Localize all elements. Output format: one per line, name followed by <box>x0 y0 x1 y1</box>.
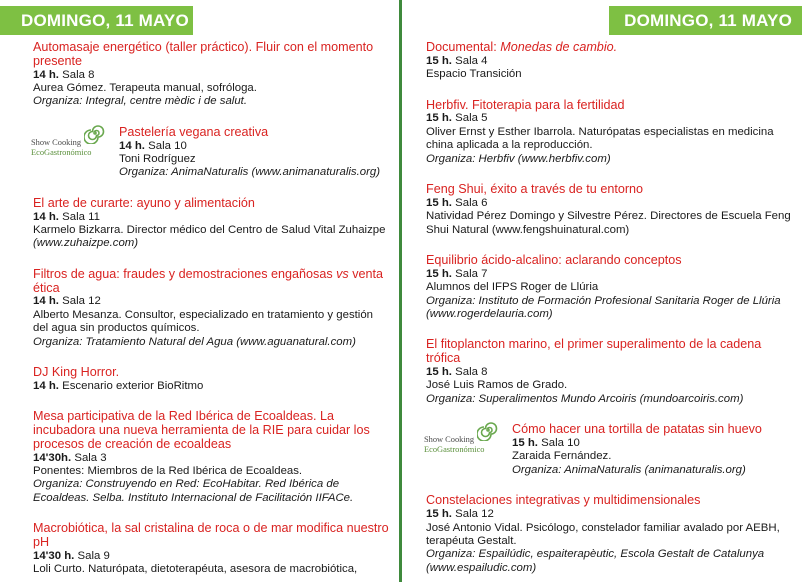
event-organizer: Organiza: Herbfiv (www.herbfiv.com) <box>426 152 611 165</box>
event-title: Pastelería vegana creativa <box>119 124 269 139</box>
event-item <box>33 126 389 180</box>
event-speaker: Oliver Ernst y Esther Ibarrola. Naturópatas especialistas en medicina china aplicada a la reproducción. <box>426 125 774 152</box>
event-title: Automasaje energético (taller práctico). Fluir con el momento presente <box>33 40 374 68</box>
event-speaker: José Luis Ramos de Grado. <box>426 379 568 392</box>
event-title: Documental: Monedas de cambio. <box>426 40 618 54</box>
event-title: Herbfiv. Fitoterapia para la fertilidad <box>426 97 625 112</box>
event-time: 14 h. <box>33 295 59 308</box>
event-organizer: Organiza: AnimaNaturalis (www.animanaturalis.org) <box>119 166 381 179</box>
spiral-icon <box>84 122 106 144</box>
event-time: 15 h. <box>426 196 452 209</box>
event-speaker: Loli Curto. Naturópata, dietoterapéuta, asesora de macrobiótica, <box>33 563 358 576</box>
event-room: Sala 11 <box>62 210 100 223</box>
event-time: 14'30h. <box>33 451 72 464</box>
event-item <box>426 99 794 166</box>
event-room: Sala 12 <box>62 295 101 308</box>
event-organizer: Organiza: AnimaNaturalis (animanaturalis.org) <box>512 463 746 476</box>
event-title: DJ King Horror. <box>33 365 120 380</box>
event-time: 14 h. <box>33 68 59 81</box>
event-item <box>33 410 389 505</box>
event-room: Sala 12 <box>455 508 494 521</box>
right-page <box>405 0 802 582</box>
event-item <box>33 522 389 576</box>
event-item <box>426 41 794 82</box>
event-item <box>33 366 389 393</box>
event-room: Sala 9 <box>77 549 110 562</box>
show-cooking-logo: Show Cooking EcoGastronómico <box>424 419 504 459</box>
event-speaker: Aurea Gómez. Terapeuta manual, sofróloga. <box>33 82 257 94</box>
event-item <box>426 423 794 477</box>
event-speaker: Karmelo Bizkarra. Director médico del Centro de Salud Vital Zuhaizpe <box>33 224 386 237</box>
event-speaker: Zaraida Fernández. <box>512 450 612 463</box>
event-organizer: Organiza: Tratamiento Natural del Agua (www.aguanatural.com) <box>33 335 356 348</box>
event-time: 15 h. <box>426 366 452 379</box>
event-speaker: Alumnos del IFPS Roger de Llúria <box>426 281 599 294</box>
event-item <box>33 41 389 109</box>
page-divider <box>399 0 402 582</box>
event-title: Filtros de agua: fraudes y demostraciones engañosas vs venta ética <box>33 266 384 295</box>
day-header: DOMINGO, 11 MAYO <box>0 6 193 35</box>
event-room: Sala 4 <box>455 54 488 67</box>
event-list <box>33 41 389 582</box>
event-speaker: Ponentes: Miembros de la Red Ibérica de Ecoaldeas. <box>33 465 303 478</box>
event-room: Escenario exterior BioRitmo <box>62 379 204 392</box>
event-item <box>33 268 389 349</box>
event-title: El arte de curarte: ayuno y alimentación <box>33 195 255 210</box>
event-room: Sala 8 <box>455 366 488 379</box>
event-title: El fitoplancton marino, el primer superalimento de la cadena trófica <box>426 337 762 366</box>
event-item <box>426 254 794 321</box>
event-speaker: Espacio Transición <box>426 68 522 81</box>
event-title: Cómo hacer una tortilla de patatas sin huevo <box>512 422 762 437</box>
event-time: 15 h. <box>512 437 538 450</box>
event-speaker: Natividad Pérez Domingo y Silvestre Pérez. Directores de Escuela Feng Shui Natural (www.fengshuinatural.com) <box>426 210 791 236</box>
show-cooking-logo: Show Cooking EcoGastronómico <box>31 122 111 162</box>
event-time: 15 h. <box>426 267 452 280</box>
event-speaker: Toni Rodríguez <box>119 153 196 166</box>
event-organizer: Organiza: Construyendo en Red: EcoHabitar. Red Ibérica de Ecoaldeas. Selba. Instituto Internacional de Facilitación IIFACe. <box>33 478 354 504</box>
event-organizer: Organiza: Espailúdic, espaiterapèutic, Escola Gestalt de Catalunya (www.espailudic.com) <box>426 548 765 574</box>
event-item <box>33 197 389 251</box>
spiral-icon <box>477 419 499 441</box>
event-time: 15 h. <box>426 112 452 125</box>
event-title: Constelaciones integrativas y multidimensionales <box>426 493 701 508</box>
event-time: 14 h. <box>33 210 59 223</box>
event-item <box>426 338 794 406</box>
event-room: Sala 7 <box>455 267 488 280</box>
event-time: 14'30 h. <box>33 549 75 562</box>
event-list <box>426 41 794 582</box>
event-organizer: (www.zuhaizpe.com) <box>33 237 139 250</box>
event-item <box>426 494 794 575</box>
event-title: Macrobiótica, la sal cristalina de roca o de mar modifica nuestro pH <box>33 521 389 550</box>
event-organizer: Organiza: Integral, centre mèdic i de salut. <box>33 95 247 108</box>
event-organizer: Organiza: Superalimentos Mundo Arcoiris (mundoarcoiris.com) <box>426 392 744 405</box>
event-title: Feng Shui, éxito a través de tu entorno <box>426 182 644 197</box>
event-title: Equilibrio ácido-alcalino: aclarando conceptos <box>426 253 682 268</box>
event-organizer: Organiza: Instituto de Formación Profesional Sanitaria Roger de Llúria (www.rogerdelauria.com) <box>426 294 781 321</box>
event-room: Sala 10 <box>541 437 580 450</box>
event-speaker: José Antonio Vidal. Psicólogo, constelador familiar avalado por AEBH, terapéuta Gestalt. <box>426 521 780 547</box>
event-item <box>426 183 794 237</box>
left-page <box>0 0 397 582</box>
event-time: 14 h. <box>33 379 59 392</box>
event-speaker: Alberto Mesanza. Consultor, especializado en tratamiento y gestión del agua sin productos químicos. <box>33 308 374 335</box>
event-room: Sala 6 <box>455 196 488 209</box>
day-header: DOMINGO, 11 MAYO <box>609 6 802 35</box>
event-room: Sala 5 <box>455 112 488 125</box>
event-room: Sala 10 <box>148 139 187 152</box>
event-room: Sala 8 <box>62 68 95 81</box>
event-title: Mesa participativa de la Red Ibérica de Ecoaldeas. La incubadora una nueva herramienta de la RIE para cuidar los procesos de creación de ecoaldeas <box>33 409 370 451</box>
event-room: Sala 3 <box>74 451 107 464</box>
event-time: 15 h. <box>426 508 452 521</box>
event-time: 14 h. <box>119 139 145 152</box>
event-time: 15 h. <box>426 54 452 67</box>
